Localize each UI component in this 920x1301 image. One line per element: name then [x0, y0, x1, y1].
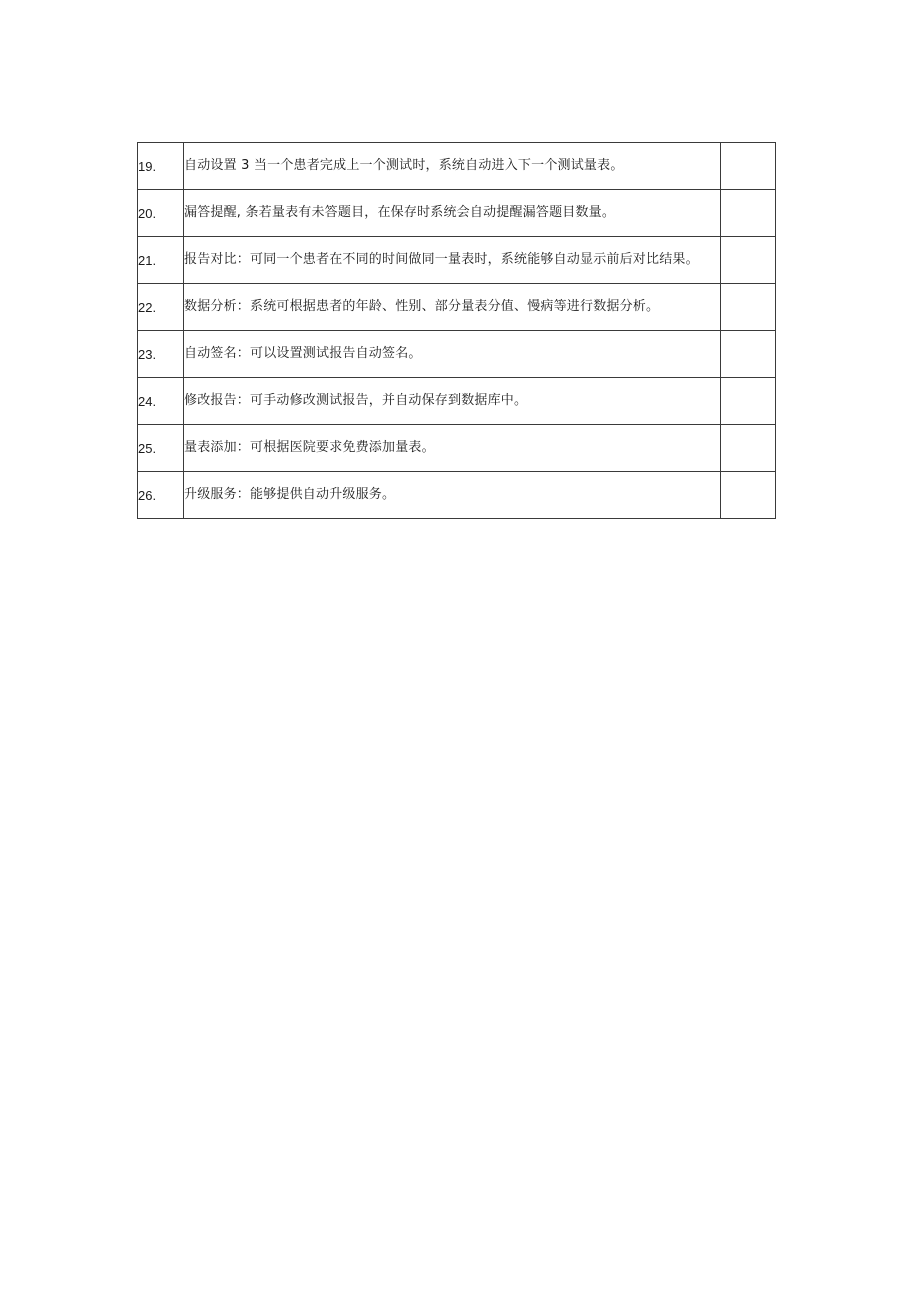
table-row — [138, 378, 776, 425]
row-number: 24. — [138, 378, 184, 425]
row-response-cell — [721, 237, 776, 284]
row-response-cell — [721, 472, 776, 519]
row-number: 20. — [138, 190, 184, 237]
row-description: 自动设置 3 当一个患者完成上一个测试时，系统自动进入下一个测试量表。 — [184, 143, 721, 190]
row-response-cell — [721, 425, 776, 472]
row-description: 数据分析：系统可根据患者的年龄、性别、部分量表分值、慢病等进行数据分析。 — [184, 284, 721, 331]
row-number: 21. — [138, 237, 184, 284]
table-row — [138, 331, 776, 378]
row-number: 19. — [138, 143, 184, 190]
row-response-cell — [721, 190, 776, 237]
row-response-cell — [721, 378, 776, 425]
row-response-cell — [721, 143, 776, 190]
table-row — [138, 425, 776, 472]
row-response-cell — [721, 284, 776, 331]
row-response-cell — [721, 331, 776, 378]
table-row — [138, 143, 776, 190]
row-number: 22. — [138, 284, 184, 331]
table-row — [138, 190, 776, 237]
row-description: 升级服务：能够提供自动升级服务。 — [184, 472, 721, 519]
table-row — [138, 237, 776, 284]
row-description: 自动签名：可以设置测试报告自动签名。 — [184, 331, 721, 378]
table-row — [138, 472, 776, 519]
row-description: 修改报告：可手动修改测试报告，并自动保存到数据库中。 — [184, 378, 721, 425]
row-number: 26. — [138, 472, 184, 519]
row-number: 23. — [138, 331, 184, 378]
row-description: 量表添加：可根据医院要求免费添加量表。 — [184, 425, 721, 472]
row-description: 报告对比：可同一个患者在不同的时间做同一量表时，系统能够自动显示前后对比结果。 — [184, 237, 721, 284]
row-number: 25. — [138, 425, 184, 472]
requirements-table — [137, 142, 776, 519]
table-row — [138, 284, 776, 331]
row-description: 漏答提醒, 条若量表有未答题目，在保存时系统会自动提醒漏答题目数量。 — [184, 190, 721, 237]
